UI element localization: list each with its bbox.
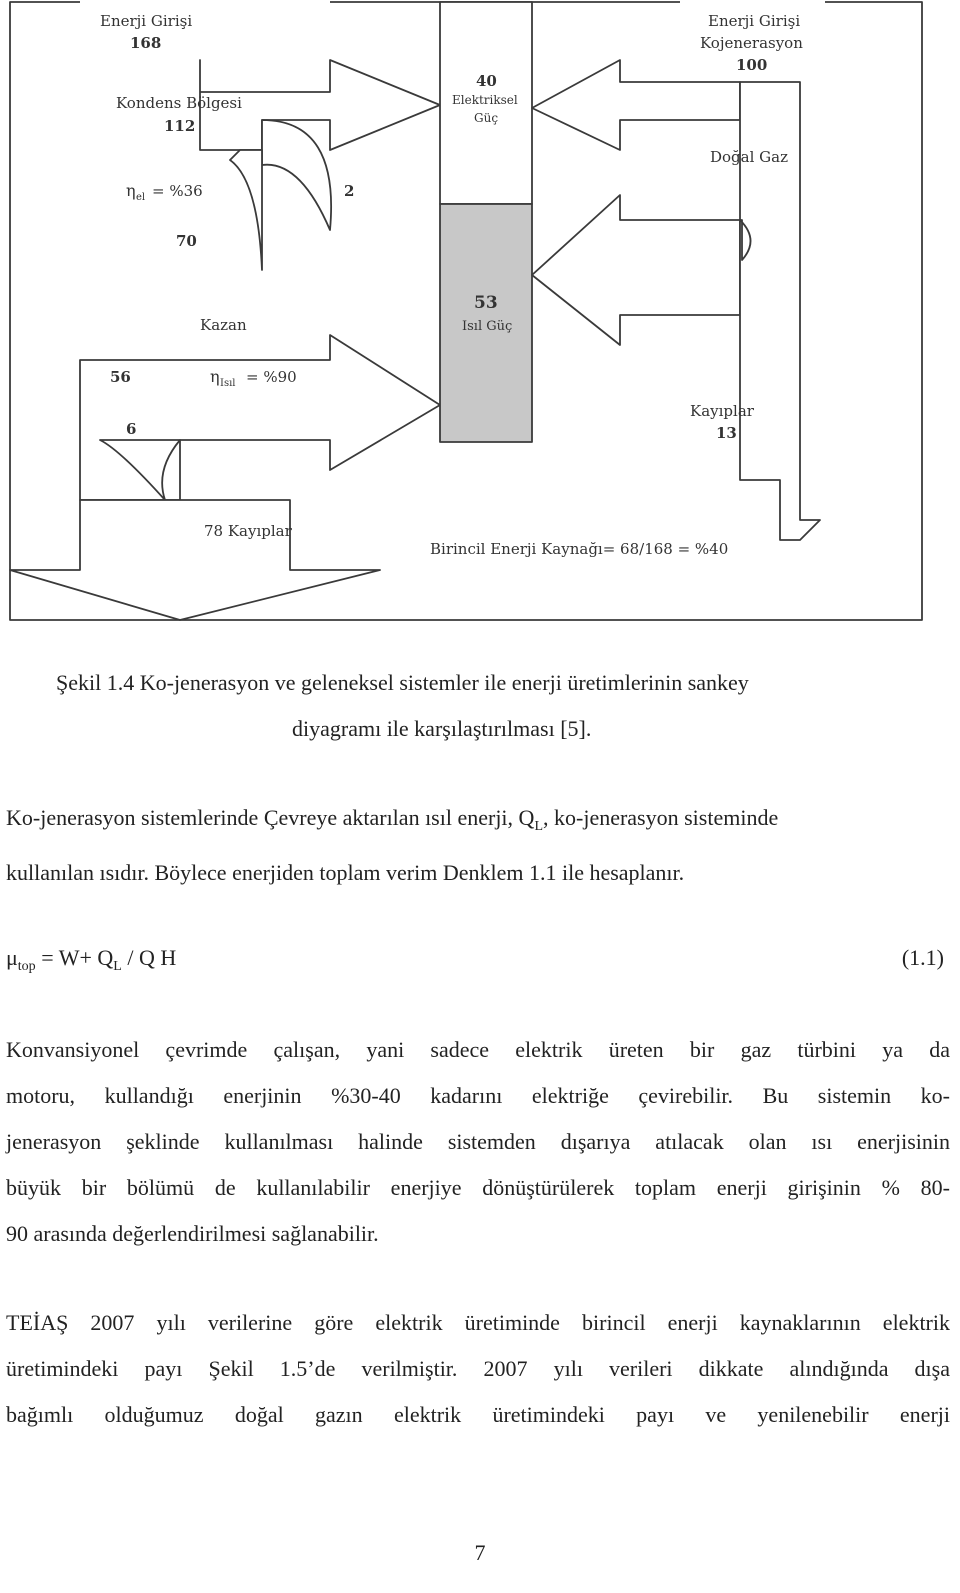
eta-el-value: = %36 — [152, 182, 203, 200]
eta-el-sub: el — [136, 192, 146, 203]
eta-isil-value: = %90 — [246, 368, 297, 386]
sankey-diagram — [0, 0, 960, 640]
paragraph-2-line5: 90 arasında değerlendirilmesi sağlanabilir. — [6, 1221, 379, 1246]
paragraph-1-line1: Ko-jenerasyon sistemlerinde Çevreye aktarılan ısıl enerji, $Q_L$, ko-jenerasyon sisteminde — [6, 805, 779, 834]
losses-78-label: 78 Kayıplar — [204, 522, 292, 540]
paragraph-3-line1: TEİAŞ 2007 yılı verilerine göre elektrik üretiminde birincil enerji kaynaklarının elektrik — [6, 1310, 950, 1335]
input-energy-label: Enerji Girişi — [100, 12, 193, 30]
heat-value: 53 — [474, 293, 498, 313]
input-energy-value: 168 — [130, 34, 162, 52]
kazan-label: Kazan — [200, 316, 247, 334]
paragraph-2-line4: büyük bir bölümü de kullanılabilir enerjiye dönüştürülerek toplam enerji girişinin % 80- — [6, 1175, 950, 1200]
paragraph-2-line1: Konvansiyonel çevrimde çalışan, yani sadece elektrik üreten bir gaz türbini ya da — [6, 1037, 950, 1062]
paragraph-1-line2: kullanılan ısıdır. Böylece enerjiden toplam verim Denklem 1.1 ile hesaplanır. — [6, 860, 685, 885]
value-56: 56 — [110, 368, 131, 386]
paragraph-3 — [6, 1300, 950, 1438]
dogal-gaz-label: Doğal Gaz — [710, 148, 788, 166]
paragraph-2-line2: motoru, kullandığı enerjinin %30-40 kadarını elektriğe çevirebilir. Bu sistemin ko- — [6, 1083, 950, 1108]
losses-label: Kayıplar — [690, 402, 754, 420]
equation-number: (1.1) — [901, 945, 944, 970]
value-70: 70 — [176, 232, 197, 250]
elec-label-2: Güç — [474, 111, 499, 125]
elec-label-1: Elektriksel — [452, 93, 518, 107]
cogen-input-value: 100 — [736, 56, 768, 74]
figure-caption-line1: Şekil 1.4 Ko-jenerasyon ve geleneksel sistemler ile enerji üretimlerinin sankey — [56, 670, 749, 695]
paragraph-2-line3: jenerasyon şeklinde kullanılması halinde sistemden dışarıya atılacak olan ısı enerjisinin — [6, 1129, 950, 1154]
equation-1-1: $\mu_{top} = W+ Q_L / Q$ H (1.1) — [6, 945, 944, 974]
cogen-input-sub: Kojenerasyon — [700, 34, 803, 52]
primary-source-label: Birincil Enerji Kaynağı= 68/168 = %40 — [430, 540, 729, 558]
value-6: 6 — [126, 420, 137, 438]
paragraph-3-line3: bağımlı olduğumuz doğal gazın elektrik üretimindeki payı ve yenilenebilir enerji — [6, 1402, 950, 1427]
condens-value: 112 — [164, 117, 196, 135]
elec-value: 40 — [476, 72, 497, 90]
paragraph-3-line2: üretimindeki payı Şekil 1.5’de verilmiştir. 2007 yılı verileri dikkate alındığında dışa — [6, 1356, 950, 1381]
paragraph-1 — [6, 795, 950, 896]
loss-2-value: 2 — [344, 182, 355, 200]
condens-label: Kondens Bölgesi — [116, 94, 242, 112]
heat-label: Isıl Güç — [462, 319, 513, 334]
input-block-168 — [80, 0, 330, 60]
figure-caption-line2: diyagramı ile karşılaştırılması [5]. — [292, 716, 592, 741]
eta-isil-sub: Isıl — [220, 378, 236, 389]
losses-value: 13 — [716, 424, 737, 442]
eta-isil-symbol: η — [210, 367, 220, 386]
paragraph-2 — [6, 1027, 950, 1257]
eta-el-symbol: η — [126, 181, 136, 200]
cogen-input-label: Enerji Girişi — [708, 12, 801, 30]
page-number: 7 — [474, 1540, 486, 1565]
